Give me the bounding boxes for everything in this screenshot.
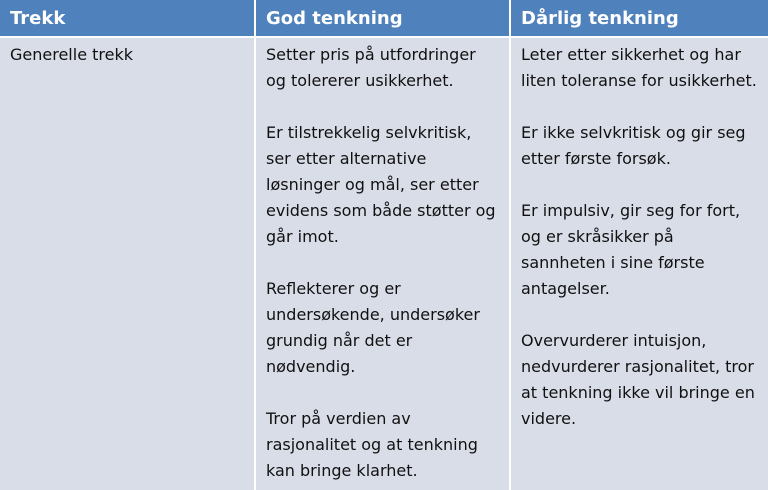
darlig-paragraph: Leter etter sikkerhet og har liten toleranse for usikkerhet.: [521, 45, 757, 90]
god-tenkning-cell: [255, 37, 510, 490]
darlig-tenkning-cell: [510, 37, 768, 490]
god-paragraph: Reflekterer og er undersøkende, undersøker grundig når det er nødvendig.: [266, 279, 480, 376]
god-paragraph: Setter pris på utfordringer og tolererer usikkerhet.: [266, 45, 476, 90]
darlig-paragraph: Overvurderer intuisjon, nedvurderer rasjonalitet, tror at tenkning ikke vil bringe en videre.: [521, 331, 755, 428]
god-paragraph: Tror på verdien av rasjonalitet og at tenkning kan bringe klarhet.: [266, 409, 478, 480]
header-row: [0, 0, 768, 37]
row-label-cell: [0, 37, 255, 490]
god-paragraph: Er tilstrekkelig selvkritisk, ser etter alternative løsninger og mål, ser etter evidens som både støtter og går imot.: [266, 123, 496, 246]
darlig-paragraph: Er impulsiv, gir seg for fort, og er skråsikker på sannheten i sine første antagelser.: [521, 201, 741, 298]
darlig-paragraph: Er ikke selvkritisk og gir seg etter første forsøk.: [521, 123, 746, 168]
table-row: [0, 37, 768, 490]
row-label: Generelle trekk: [10, 45, 133, 64]
header-darlig-tenkning: Dårlig tenkning: [510, 0, 768, 37]
header-trekk: Trekk: [0, 0, 255, 37]
header-god-tenkning: God tenkning: [255, 0, 510, 37]
